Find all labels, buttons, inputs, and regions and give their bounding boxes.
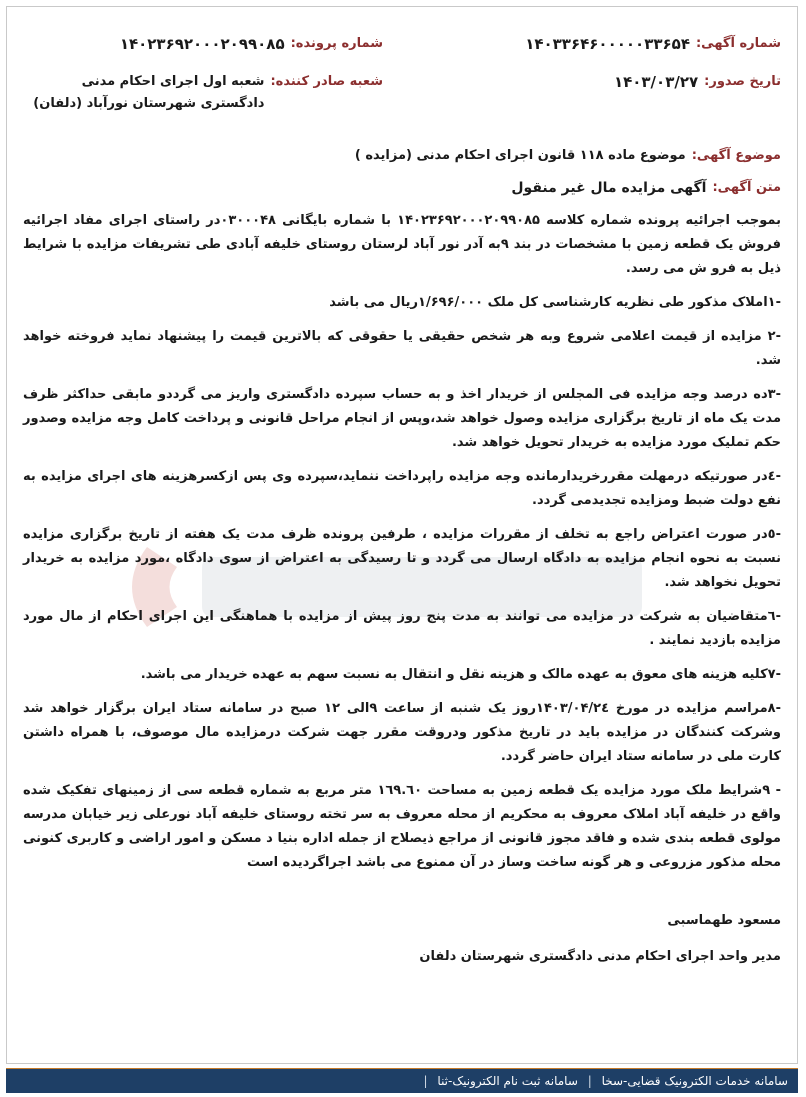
condition-2: -۲ مزایده از قیمت اعلامی شروع وبه هر شخص حقیقی یا حقوقی که بالاترین قیمت را پیشنهاد نماید فروخته خواهد شد. — [23, 329, 781, 368]
footer-separator-end: | — [423, 1074, 428, 1088]
condition-7: -۷کلیه هزینه های معوق به عهده مالک و هزینه نقل و انتقال به نسبت سهم به عهده خریدار می باشد. — [140, 667, 781, 682]
text-title-line — [23, 177, 781, 199]
issue-date-block — [421, 71, 781, 93]
notice-frame — [6, 6, 798, 1064]
notice-body — [7, 7, 797, 1063]
subject-line — [23, 145, 781, 167]
ad-number-label: شماره آگهی: — [695, 36, 781, 51]
condition-9: - ۹شرایط ملک مورد مزایده یک قطعه زمین به مساحت ۱٦۹.٦۰ متر مربع به شماره قطعه سی از زمینهای تفکیک شده واقع در خلیفه آباد املاک معروف به محکریم از محله معروف به سر تخته روستای خلیفه آباد نورعلی زیر خیابان مدرسه مولوی قطعه بندی شده و فاقد مجوز قانونی از مراجع ذیصلاح از جمله اداره بنیا د مسکن و امور اراضی و کاربری کنونی محله مذکور مزروعی و هر گونه ساخت وساز در آن ممنوع می باشد اجراگردیده است — [23, 783, 781, 870]
footer-link-sana[interactable]: سامانه ثبت نام الکترونیک-ثنا — [437, 1074, 578, 1088]
condition-4: -٤در صورتیکه درمهلت مقررخریدارمانده وجه مزایده راپرداخت ننماید،سپرده وی پس ازکسرهزینه های اجرای مزایده به نفع دولت ضبط ومزایده تجدیدمی گردد. — [23, 469, 781, 508]
issue-date-label: تاریخ صدور: — [704, 74, 781, 89]
subject-value: موضوع ماده ۱۱۸ قانون اجرای احکام مدنی (مزایده ) — [354, 148, 686, 163]
case-number-block — [23, 33, 383, 55]
condition-6: -٦متقاضیان به شرکت در مزایده می توانند به مدت پنج روز پیش از مزایده با هماهنگی این اجرای احکام از مال مورد مزایده بازدید نمایند . — [23, 609, 781, 648]
condition-3: -۳ده درصد وجه مزایده فی المجلس از خریدار اخذ و به حساب سپرده دادگستری واریز می گرددو مابقی حداکثر ظرف مدت یک ماه از تاریخ برگزاری مزایده وصول خواهد شد،وپس از انجام مراحل قانونی و پرداخت کامل وجه مزایده وصدور حکم تملیک مورد مزایده به خریدار تحویل خواهد شد. — [23, 387, 781, 450]
signature-block — [23, 909, 781, 969]
case-number: ۱۴۰۲۳۶۹۲۰۰۰۲۰۹۹۰۸۵ — [119, 35, 285, 53]
intro-paragraph: بموجب اجرائیه پرونده شماره کلاسه ۱۴۰۲۳۶۹۲۰۰۰۲۰۹۹۰۸۵ با شماره بایگانی ۰۳۰۰۰۴۸در راستای اجرای مفاد اجرائیه فروش یک قطعه زمین با مشخصات در بند ۹به آدر نور آباد لرستان روستای خلیفه آبادی طی تشریفات مزایده با شرایط ذیل به فرو ش می رسد. — [23, 213, 781, 276]
ad-number: ۱۴۰۳۳۶۴۶۰۰۰۰۰۳۳۶۵۴ — [525, 35, 690, 53]
header-row-1 — [23, 33, 781, 55]
condition-8: -۸مراسم مزایده در مورخ ۱۴۰۳/۰۴/۲٤روز یک شنبه از ساعت ۹الی ۱۲ صبح در سامانه ستاد ایران برگزار خواهد شد وشرکت کنندگان در مزایده باید در تاریخ مذکور ودروقت مقرر جهت شرکت درمزایده مال موصوف، با همراه داشتن کارت ملی در سامانه ستاد ایران حاضر گردد. — [23, 701, 781, 764]
issue-date: ۱۴۰۳/۰۳/۲۷ — [613, 73, 699, 91]
text-title-value: آگهی مزایده مال غیر منقول — [511, 180, 707, 196]
footer-link-sakha[interactable]: سامانه خدمات الکترونیک قضایی-سخا — [601, 1074, 788, 1088]
issuer-block — [23, 71, 383, 115]
footer-separator: | — [587, 1074, 592, 1088]
text-title-label: متن آگهی: — [712, 180, 781, 195]
case-number-label: شماره پرونده: — [290, 36, 383, 51]
signer-title: مدیر واحد اجرای احکام مدنی دادگستری شهرستان دلفان — [419, 949, 781, 964]
signer-name: مسعود طهماسبی — [667, 913, 781, 928]
issuer-label: شعبه صادر کننده: — [270, 74, 383, 89]
condition-5: -٥در صورت اعتراض راجع به تخلف از مقررات مزایده ، طرفین پرونده ظرف مدت یک هفته از تاریخ برگزاری مزایده نسبت به نحوه انجام مزایده به دادگاه ارسال می گردد و تا رسیدگی به اعتراض از سوی دادگاه ،مورد مزایده به خریدار تحویل نخواهد شد. — [23, 527, 781, 590]
footer-bar — [6, 1068, 798, 1093]
header-row-2 — [23, 71, 781, 115]
issuer: شعبه اول اجرای احکام مدنی دادگستری شهرستان نورآباد (دلفان) — [33, 74, 265, 111]
condition-1: -۱املاک مذکور طی نظریه کارشناسی کل ملک ۱/۶۹۶/۰۰۰ریال می باشد — [329, 295, 781, 310]
ad-number-block — [421, 33, 781, 55]
subject-label: موضوع آگهی: — [691, 148, 781, 163]
